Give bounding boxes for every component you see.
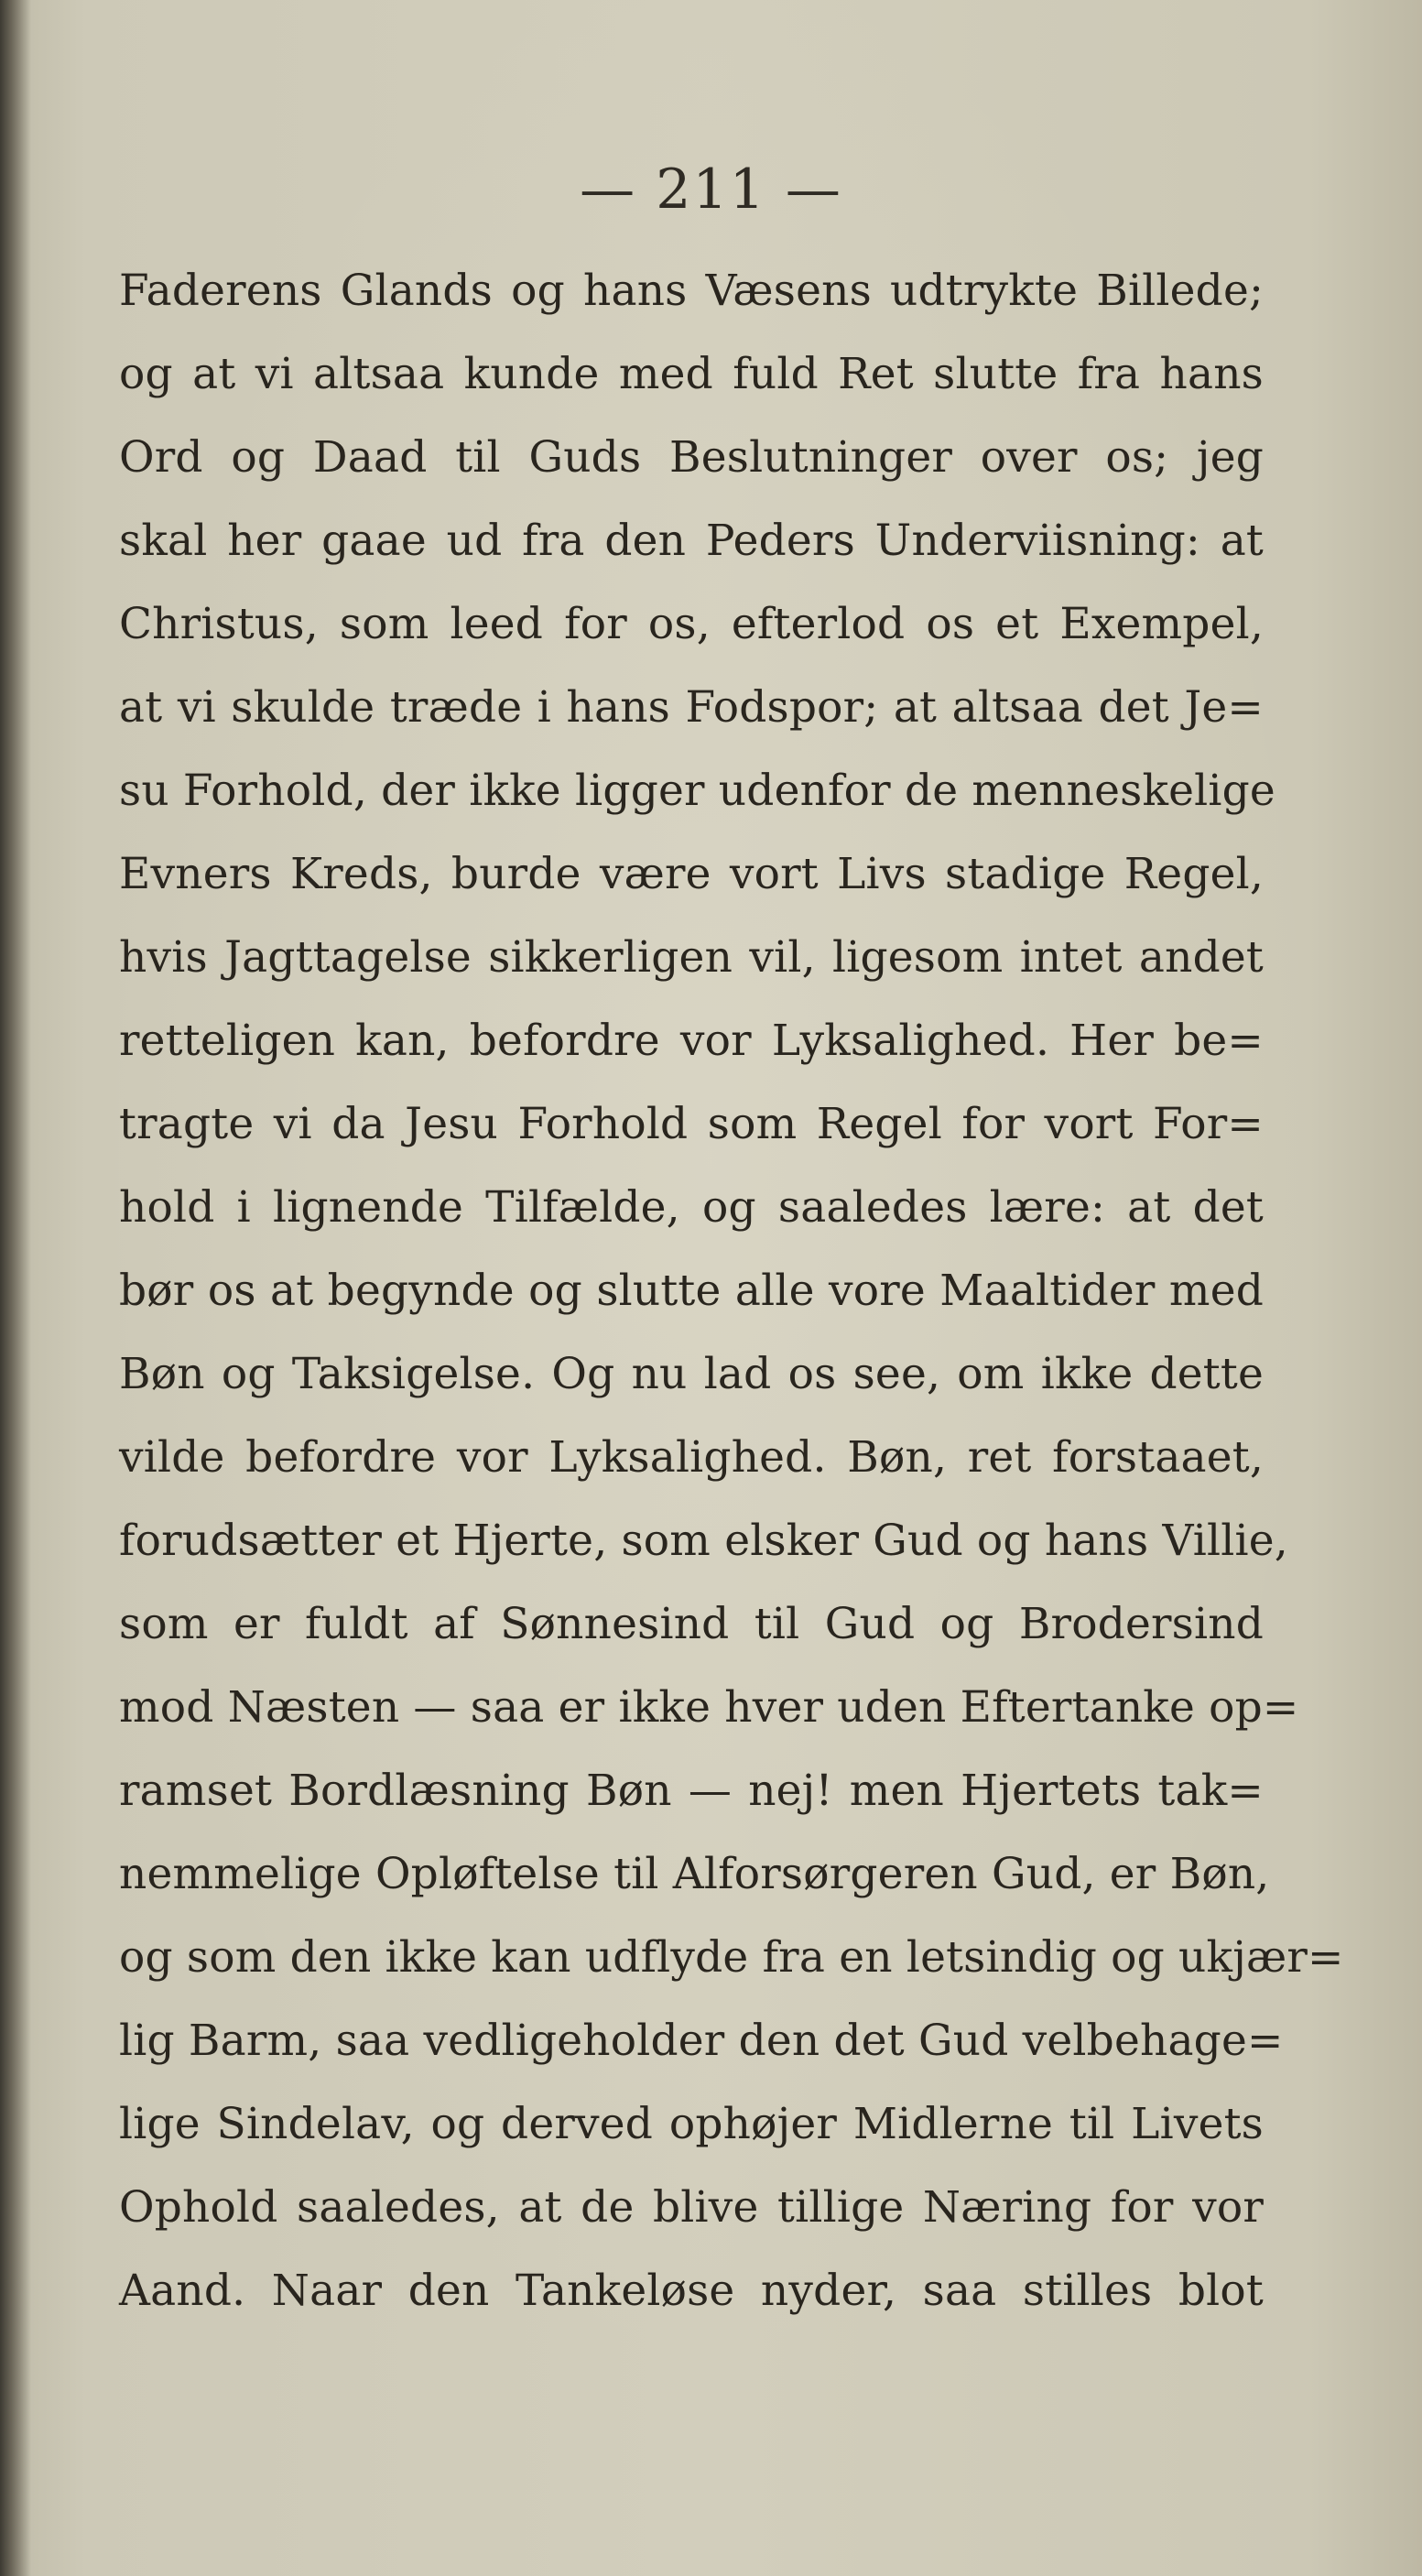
text-line: lig Barm, saa vedligeholder den det Gud velbehage=	[119, 2016, 1284, 2066]
text-line: Christus, som leed for os, efterlod os et Exempel,	[119, 599, 1264, 649]
text-line: Bøn og Taksigelse. Og nu lad os see, om ikke dette	[119, 1349, 1264, 1399]
page-number: — 211 —	[580, 158, 842, 222]
text-line: Aand. Naar den Tankeløse nyder, saa stilles blot	[119, 2266, 1264, 2316]
text-line: su Forhold, der ikke ligger udenfor de menneskelige	[119, 766, 1275, 816]
text-line: vilde befordre vor Lyksalighed. Bøn, ret forstaaet,	[119, 1432, 1264, 1483]
text-line: Ord og Daad til Guds Beslutninger over os; jeg	[119, 432, 1264, 483]
text-line: hold i lignende Tilfælde, og saaledes lære: at det	[119, 1182, 1264, 1233]
text-line: tragte vi da Jesu Forhold som Regel for vort For=	[119, 1099, 1264, 1149]
text-line: at vi skulde træde i hans Fodspor; at altsaa det Je=	[119, 682, 1264, 733]
text-line: mod Næsten — saa er ikke hver uden Eftertanke op=	[119, 1682, 1299, 1733]
text-line: Ophold saaledes, at de blive tillige Næring for vor	[119, 2182, 1264, 2233]
text-line: retteligen kan, befordre vor Lyksalighed. Her be=	[119, 1016, 1264, 1066]
text-line: skal her gaae ud fra den Peders Underviisning: at	[119, 516, 1264, 566]
text-line: og at vi altsaa kunde med fuld Ret slutte fra hans	[119, 349, 1264, 399]
text-line: bør os at begynde og slutte alle vore Maaltider med	[119, 1266, 1264, 1316]
body-text	[119, 249, 1344, 2332]
page-binding-shadow	[0, 0, 31, 2576]
text-line: nemmelige Opløftelse til Alforsørgeren Gud, er Bøn,	[119, 1849, 1270, 1899]
text-line: Faderens Glands og hans Væsens udtrykte Billede;	[119, 266, 1264, 316]
text-line: hvis Jagttagelse sikkerligen vil, ligesom intet andet	[119, 932, 1264, 983]
text-line: og som den ikke kan udflyde fra en letsindig og ukjær=	[119, 1932, 1344, 1983]
text-line: lige Sindelav, og derved ophøjer Midlerne til Livets	[119, 2099, 1264, 2149]
text-line: ramset Bordlæsning Bøn — nej! men Hjertets tak=	[119, 1766, 1264, 1816]
text-line: som er fuldt af Sønnesind til Gud og Brodersind	[119, 1599, 1264, 1649]
text-line: forudsætter et Hjerte, som elsker Gud og hans Villie,	[119, 1516, 1288, 1566]
text-line: Evners Kreds, burde være vort Livs stadige Regel,	[119, 849, 1264, 899]
